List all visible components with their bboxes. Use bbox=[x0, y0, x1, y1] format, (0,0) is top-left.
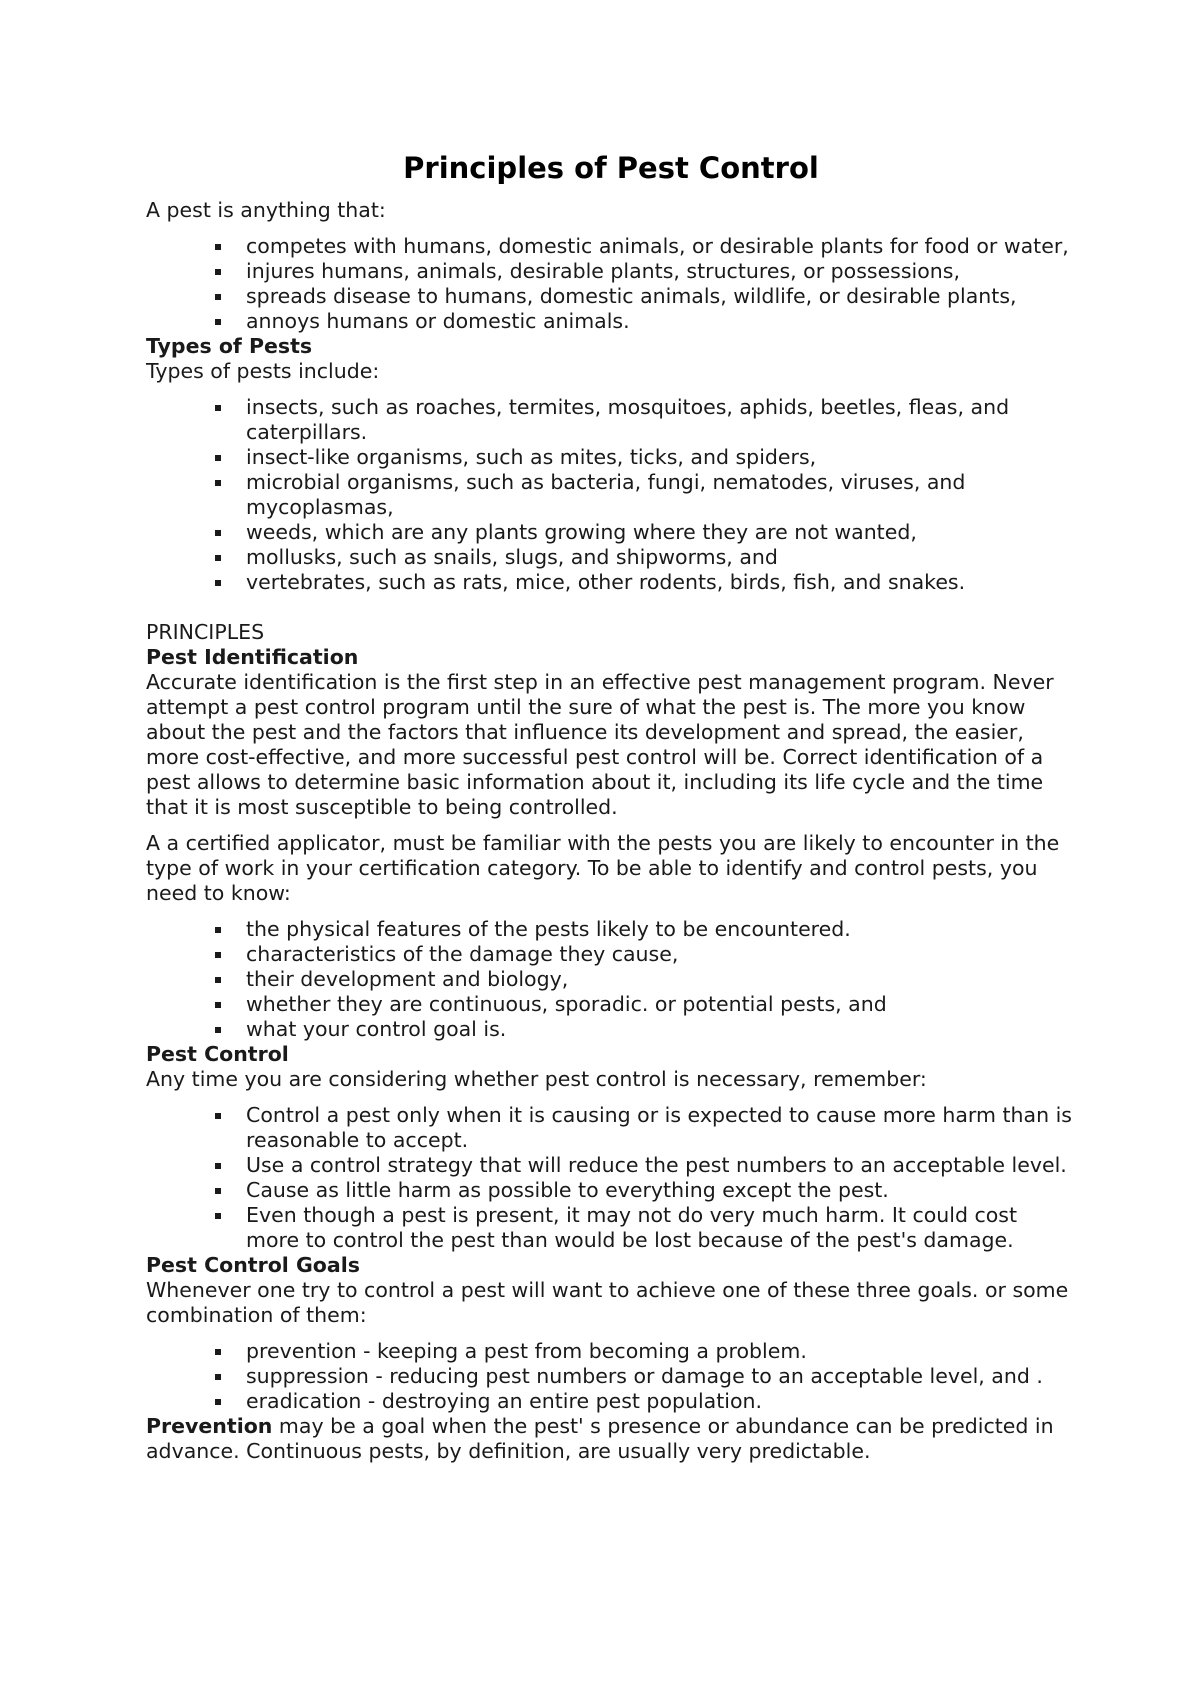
list-item: prevention - keeping a pest from becoming a problem. bbox=[246, 1339, 1076, 1364]
square-bullet-icon bbox=[215, 927, 221, 933]
square-bullet-icon bbox=[215, 480, 221, 486]
control-list bbox=[146, 1103, 1076, 1253]
identification-paragraph-2: A a certified applicator, must be familiar with the pests you are likely to encounter in the type of work in your certification category. To be able to identify and control pests, you need to know: bbox=[146, 831, 1060, 905]
list-item: injures humans, animals, desirable plants, structures, or possessions, bbox=[246, 259, 1076, 284]
list-item: suppression - reducing pest numbers or damage to an acceptable level, and . bbox=[246, 1364, 1076, 1389]
control-heading: Pest Control bbox=[146, 1042, 289, 1066]
square-bullet-icon bbox=[215, 319, 221, 325]
list-item: Cause as little harm as possible to everything except the pest. bbox=[246, 1178, 1076, 1203]
prevention-text: may be a goal when the pest' s presence or abundance can be predicted in advance. Continuous pests, by definition, are usually very predictable. bbox=[146, 1414, 1054, 1463]
list-item: characteristics of the damage they cause, bbox=[246, 942, 1076, 967]
list-item: Control a pest only when it is causing or is expected to cause more harm than is reasonable to accept. bbox=[246, 1103, 1076, 1153]
identification-heading: Pest Identification bbox=[146, 645, 359, 669]
goals-list bbox=[146, 1339, 1076, 1414]
square-bullet-icon bbox=[215, 530, 221, 536]
square-bullet-icon bbox=[215, 1374, 221, 1380]
identification-paragraph-1: Accurate identification is the first step in an effective pest management program. Never attempt a pest control program until the sure of what the pest is. The more you know about the pest and the factors that influence its development and spread, the easier, more cost-effective, and more successful pest control will be. Correct identification of a pest allows to determine basic information about it, including its life cycle and the time that it is most susceptible to being controlled. bbox=[146, 670, 1054, 819]
pest-intro: A pest is anything that: bbox=[146, 198, 386, 222]
prevention-paragraph bbox=[146, 1414, 1076, 1464]
square-bullet-icon bbox=[215, 1027, 221, 1033]
list-item: vertebrates, such as rats, mice, other rodents, birds, fish, and snakes. bbox=[246, 570, 1076, 595]
prevention-lead: Prevention bbox=[146, 1414, 273, 1438]
square-bullet-icon bbox=[215, 269, 221, 275]
list-item: the physical features of the pests likely to be encountered. bbox=[246, 917, 1076, 942]
square-bullet-icon bbox=[215, 1349, 221, 1355]
square-bullet-icon bbox=[215, 455, 221, 461]
square-bullet-icon bbox=[215, 977, 221, 983]
document-page bbox=[146, 150, 1076, 1464]
square-bullet-icon bbox=[215, 1399, 221, 1405]
list-item: competes with humans, domestic animals, or desirable plants for food or water, bbox=[246, 234, 1076, 259]
list-item: weeds, which are any plants growing where they are not wanted, bbox=[246, 520, 1076, 545]
principles-label: PRINCIPLES bbox=[146, 620, 265, 644]
types-list bbox=[146, 395, 1076, 595]
square-bullet-icon bbox=[215, 555, 221, 561]
control-intro: Any time you are considering whether pest control is necessary, remember: bbox=[146, 1067, 927, 1091]
list-item: annoys humans or domestic animals. bbox=[246, 309, 1076, 334]
square-bullet-icon bbox=[215, 405, 221, 411]
list-item: Use a control strategy that will reduce the pest numbers to an acceptable level. bbox=[246, 1153, 1076, 1178]
square-bullet-icon bbox=[215, 1188, 221, 1194]
square-bullet-icon bbox=[215, 1213, 221, 1219]
list-item: insects, such as roaches, termites, mosquitoes, aphids, beetles, fleas, and caterpillars. bbox=[246, 395, 1076, 445]
square-bullet-icon bbox=[215, 1163, 221, 1169]
types-intro: Types of pests include: bbox=[146, 359, 380, 383]
document-title: Principles of Pest Control bbox=[403, 151, 819, 185]
list-item: their development and biology, bbox=[246, 967, 1076, 992]
square-bullet-icon bbox=[215, 244, 221, 250]
list-item: mollusks, such as snails, slugs, and shipworms, and bbox=[246, 545, 1076, 570]
list-item: microbial organisms, such as bacteria, fungi, nematodes, viruses, and mycoplasmas, bbox=[246, 470, 1076, 520]
list-item: what your control goal is. bbox=[246, 1017, 1076, 1042]
square-bullet-icon bbox=[215, 952, 221, 958]
goals-heading: Pest Control Goals bbox=[146, 1253, 360, 1277]
square-bullet-icon bbox=[215, 1002, 221, 1008]
square-bullet-icon bbox=[215, 1113, 221, 1119]
identification-list bbox=[146, 917, 1076, 1042]
list-item: whether they are continuous, sporadic. or potential pests, and bbox=[246, 992, 1076, 1017]
list-item: spreads disease to humans, domestic animals, wildlife, or desirable plants, bbox=[246, 284, 1076, 309]
square-bullet-icon bbox=[215, 580, 221, 586]
goals-intro: Whenever one try to control a pest will want to achieve one of these three goals. or some combination of them: bbox=[146, 1278, 1069, 1327]
square-bullet-icon bbox=[215, 294, 221, 300]
types-heading: Types of Pests bbox=[146, 334, 313, 358]
list-item: insect-like organisms, such as mites, ticks, and spiders, bbox=[246, 445, 1076, 470]
list-item: eradication - destroying an entire pest population. bbox=[246, 1389, 1076, 1414]
pest-definition-list bbox=[146, 234, 1076, 334]
list-item: Even though a pest is present, it may not do very much harm. It could cost more to control the pest than would be lost because of the pest's damage. bbox=[246, 1203, 1076, 1253]
